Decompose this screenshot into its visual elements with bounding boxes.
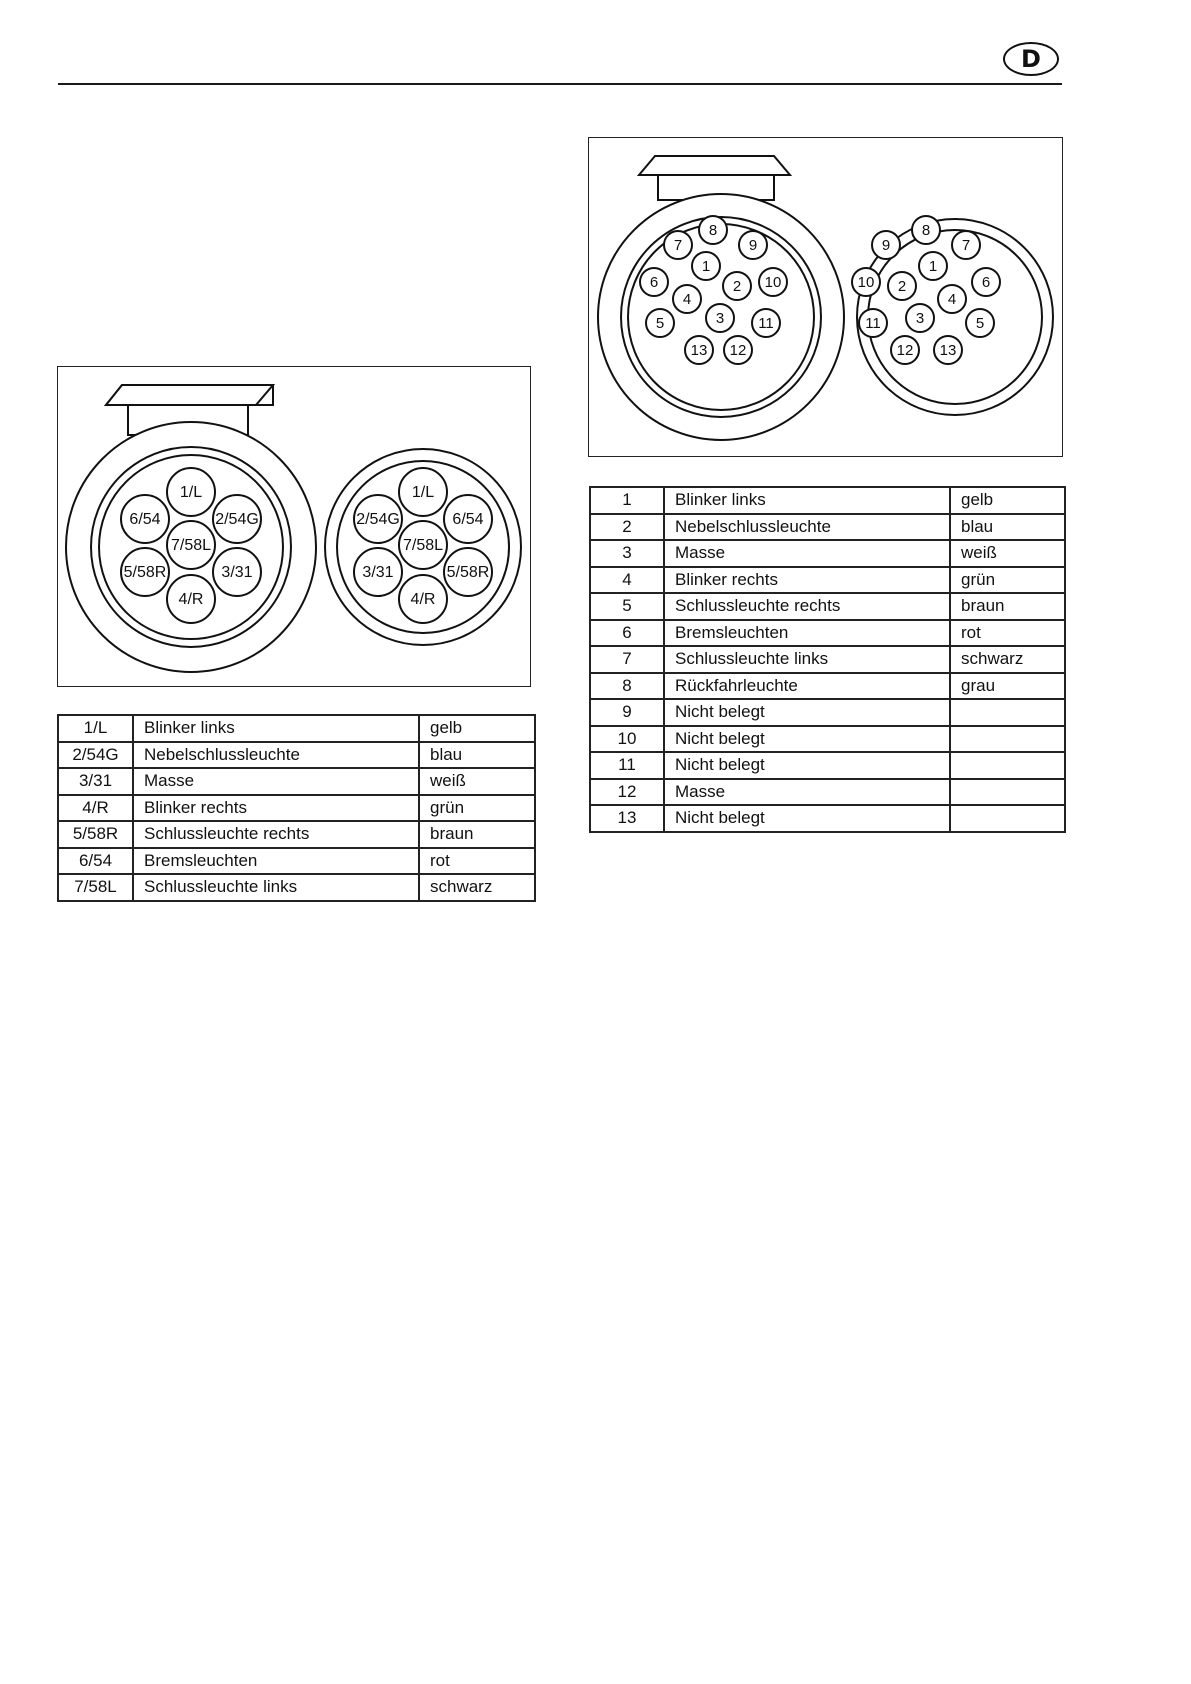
pin-cell: 5 (590, 593, 664, 620)
plug-13-pin (952, 231, 980, 259)
socket-7-pin (121, 495, 169, 543)
plug-7-pin-label: 5/58R (446, 564, 490, 581)
socket-13-pin (673, 285, 701, 313)
wire-color-cell: schwarz (419, 874, 535, 901)
socket-13-pin-label: 3 (715, 310, 725, 327)
table-13pin-row (590, 487, 1065, 514)
wire-color-cell: grün (419, 795, 535, 822)
function-cell: Blinker links (133, 715, 419, 742)
function-cell: Nebelschlussleuchte (664, 514, 950, 541)
socket-13-pin (739, 231, 767, 259)
socket-13-pin-label: 13 (690, 342, 708, 359)
diagram-13pin-svg (589, 138, 1061, 455)
pin-cell: 1 (590, 487, 664, 514)
socket-7-pin (167, 575, 215, 623)
pin-cell: 10 (590, 726, 664, 753)
socket-13-pin-label: 11 (758, 315, 774, 332)
socket-7-pin-label: 5/58R (123, 564, 167, 581)
table-13pin-row (590, 593, 1065, 620)
socket-13-pin-label: 2 (732, 278, 742, 295)
pin-cell: 12 (590, 779, 664, 806)
plug-13-pin (919, 252, 947, 280)
plug-13-pin-label: 1 (928, 258, 938, 275)
function-cell: Nicht belegt (664, 752, 950, 779)
plug-13-pin (872, 231, 900, 259)
socket-13-pin-label: 6 (649, 274, 659, 291)
socket-13-pin (706, 304, 734, 332)
pin-cell: 3 (590, 540, 664, 567)
socket-13-pin-label: 1 (701, 258, 711, 275)
plug-7-pin (399, 468, 447, 516)
plug-7-pin-label: 2/54G (356, 511, 400, 528)
table-13pin-row (590, 726, 1065, 753)
function-cell: Masse (664, 779, 950, 806)
wire-color-cell (950, 805, 1065, 832)
plug-13-pin (934, 336, 962, 364)
function-cell: Blinker rechts (133, 795, 419, 822)
table-13pin-row (590, 620, 1065, 647)
wire-color-cell: grün (950, 567, 1065, 594)
socket-7-housing-cap (106, 385, 273, 405)
socket-7-pin (167, 521, 215, 569)
plug-13-pin (859, 309, 887, 337)
pin-cell: 9 (590, 699, 664, 726)
wire-color-cell (950, 699, 1065, 726)
function-cell: Nicht belegt (664, 699, 950, 726)
pin-cell: 7 (590, 646, 664, 673)
plug-13-pin-label: 9 (881, 237, 891, 254)
socket-7-pin-label: 1/L (179, 484, 203, 501)
socket-13-pin-label: 5 (655, 315, 665, 332)
plug-7-pin-label: 7/58L (402, 537, 444, 554)
plug-13-pin (938, 285, 966, 313)
function-cell: Blinker links (664, 487, 950, 514)
wire-color-cell: schwarz (950, 646, 1065, 673)
plug-7-pin-label: 6/54 (452, 511, 484, 528)
socket-7-pin-label: 3/31 (221, 564, 253, 581)
table-7pin-row (58, 768, 535, 795)
table-7pin-row (58, 821, 535, 848)
socket-13-pin (692, 252, 720, 280)
pin-cell: 13 (590, 805, 664, 832)
socket-13-pin (752, 309, 780, 337)
wire-color-cell (950, 726, 1065, 753)
function-cell: Nebelschlussleuchte (133, 742, 419, 769)
pin-cell: 6 (590, 620, 664, 647)
socket-13-pin (646, 309, 674, 337)
pin-cell: 8 (590, 673, 664, 700)
pin-cell: 7/58L (58, 874, 133, 901)
plug-13-pin-label: 2 (897, 278, 907, 295)
diagram-7pin-svg (58, 367, 529, 685)
socket-7-pin-label: 2/54G (215, 511, 259, 528)
pin-cell: 1/L (58, 715, 133, 742)
plug-7-pin (444, 548, 492, 596)
socket-13-pin (699, 216, 727, 244)
wire-color-cell: rot (419, 848, 535, 875)
header-rule (58, 83, 1062, 85)
socket-13-pin (664, 231, 692, 259)
table-7pin-row (58, 874, 535, 901)
plug-13-pin (891, 336, 919, 364)
table-13pin-row (590, 540, 1065, 567)
wire-color-cell (950, 779, 1065, 806)
plug-7-pin-label: 3/31 (362, 564, 394, 581)
wire-color-cell: weiß (419, 768, 535, 795)
function-cell: Masse (133, 768, 419, 795)
plug-13-pin-label: 4 (947, 291, 957, 308)
table-7pin (57, 714, 536, 902)
table-13pin-row (590, 779, 1065, 806)
pin-cell: 2/54G (58, 742, 133, 769)
socket-13-pin-label: 4 (682, 291, 692, 308)
socket-13-pin-label: 7 (673, 237, 683, 254)
socket-13-pin-label: 12 (729, 342, 747, 359)
table-13pin-row (590, 673, 1065, 700)
function-cell: Schlussleuchte rechts (664, 593, 950, 620)
diagram-7pin (57, 366, 531, 687)
plug-13-pin (912, 216, 940, 244)
function-cell: Blinker rechts (664, 567, 950, 594)
socket-7-pin-label: 4/R (178, 591, 204, 608)
function-cell: Schlussleuchte rechts (133, 821, 419, 848)
plug-7-pin (399, 575, 447, 623)
wire-color-cell: weiß (950, 540, 1065, 567)
plug-13-pin-label: 6 (981, 274, 991, 291)
function-cell: Masse (664, 540, 950, 567)
plug-13-pin (888, 272, 916, 300)
socket-7-pin (167, 468, 215, 516)
function-cell: Nicht belegt (664, 805, 950, 832)
socket-13-pin (723, 272, 751, 300)
plug-7-pin-label: 4/R (410, 591, 436, 608)
socket-7-pin-label: 6/54 (129, 511, 161, 528)
table-7pin-row (58, 715, 535, 742)
wire-color-cell: rot (950, 620, 1065, 647)
plug-7-pin-label: 1/L (411, 484, 435, 501)
plug-7-pin (399, 521, 447, 569)
plug-13-pin (972, 268, 1000, 296)
table-13pin (589, 486, 1066, 833)
plug-13-pin-label: 11 (865, 315, 881, 332)
function-cell: Bremsleuchten (664, 620, 950, 647)
socket-7-pin (213, 495, 261, 543)
plug-13-pin-label: 7 (961, 237, 971, 254)
wire-color-cell (950, 752, 1065, 779)
wire-color-cell: grau (950, 673, 1065, 700)
function-cell: Nicht belegt (664, 726, 950, 753)
wire-color-cell: gelb (950, 487, 1065, 514)
pin-cell: 4 (590, 567, 664, 594)
function-cell: Rückfahrleuchte (664, 673, 950, 700)
wire-color-cell: gelb (419, 715, 535, 742)
plug-7-pin (444, 495, 492, 543)
wire-color-cell: braun (419, 821, 535, 848)
socket-7-pin-label: 7/58L (170, 537, 212, 554)
plug-13-pin-label: 13 (939, 342, 957, 359)
table-7pin-row (58, 795, 535, 822)
function-cell: Schlussleuchte links (133, 874, 419, 901)
pin-cell: 4/R (58, 795, 133, 822)
socket-13-pin (724, 336, 752, 364)
wire-color-cell: blau (419, 742, 535, 769)
socket-13-pin (640, 268, 668, 296)
pin-cell: 2 (590, 514, 664, 541)
plug-13-pin (852, 268, 880, 296)
socket-13-pin-label: 8 (708, 222, 718, 239)
pin-cell: 6/54 (58, 848, 133, 875)
diagram-13pin (588, 137, 1063, 457)
plug-13-pin-label: 12 (896, 342, 914, 359)
table-13pin-row (590, 567, 1065, 594)
wire-color-cell: blau (950, 514, 1065, 541)
table-13pin-row (590, 699, 1065, 726)
function-cell: Schlussleuchte links (664, 646, 950, 673)
plug-13-pin-label: 10 (857, 274, 875, 291)
socket-13-pin (685, 336, 713, 364)
pin-cell: 3/31 (58, 768, 133, 795)
plug-7-pin (354, 548, 402, 596)
plug-7-pin (354, 495, 402, 543)
pin-cell: 5/58R (58, 821, 133, 848)
table-13pin-row (590, 646, 1065, 673)
socket-13-housing-top (639, 156, 790, 175)
function-cell: Bremsleuchten (133, 848, 419, 875)
socket-7-pin (121, 548, 169, 596)
table-13pin-row (590, 514, 1065, 541)
socket-13-pin-label: 9 (748, 237, 758, 254)
table-7pin-row (58, 848, 535, 875)
pin-cell: 11 (590, 752, 664, 779)
language-badge: D (1003, 42, 1059, 76)
socket-7-pin (213, 548, 261, 596)
table-13pin-row (590, 752, 1065, 779)
wire-color-cell: braun (950, 593, 1065, 620)
plug-13-pin (966, 309, 994, 337)
plug-13-pin-label: 3 (915, 310, 925, 327)
table-7pin-row (58, 742, 535, 769)
plug-13-pin-label: 8 (921, 222, 931, 239)
table-13pin-row (590, 805, 1065, 832)
plug-13-pin (906, 304, 934, 332)
socket-13-pin (759, 268, 787, 296)
socket-13-pin-label: 10 (764, 274, 782, 291)
plug-13-pin-label: 5 (975, 315, 985, 332)
